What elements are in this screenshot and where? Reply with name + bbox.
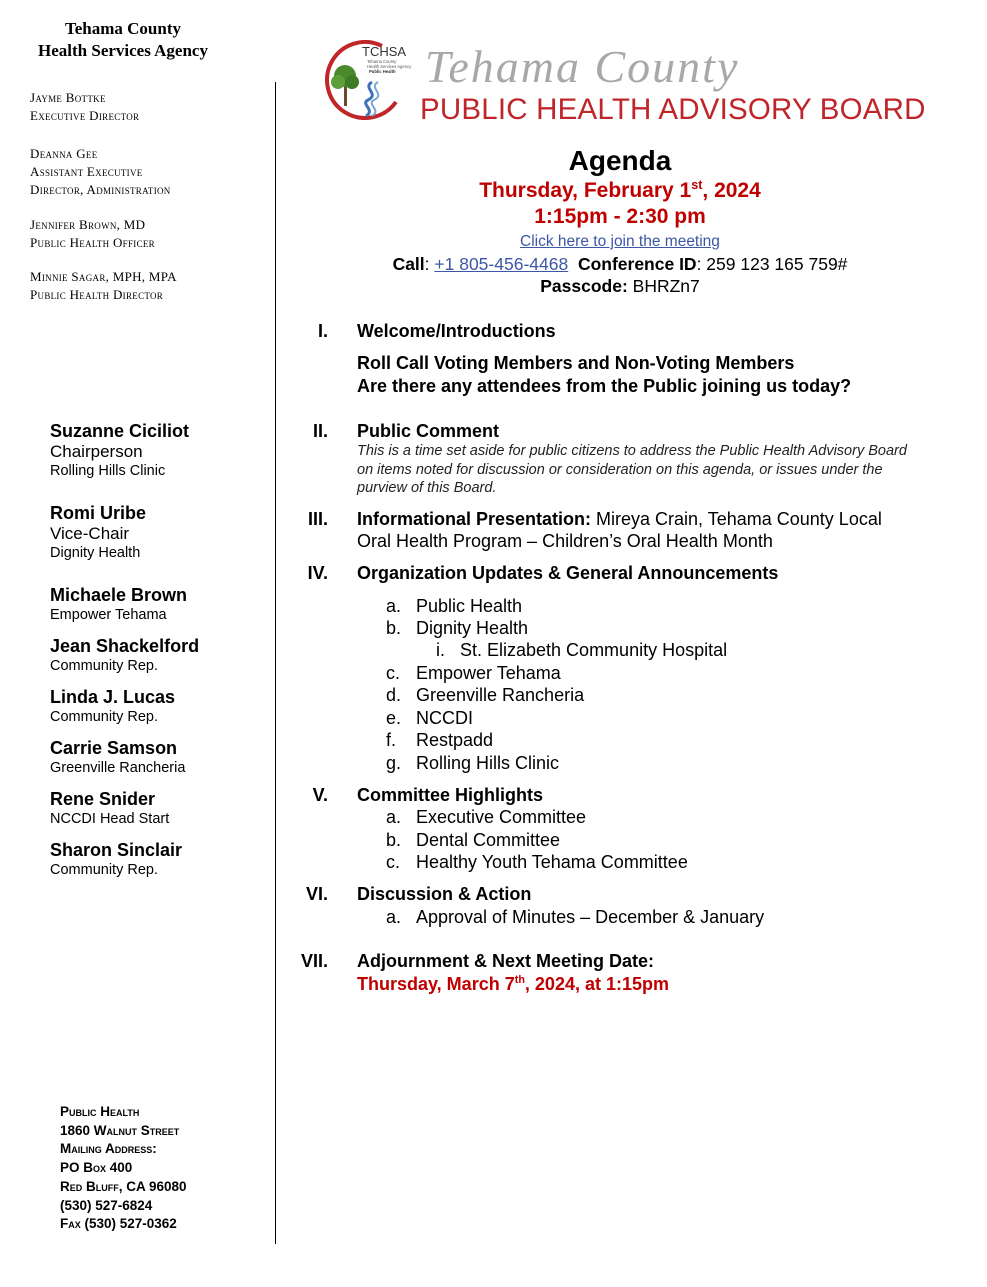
member-org: Community Rep.	[50, 658, 158, 674]
staff-executive-director	[30, 89, 270, 125]
item-description: This is a time set aside for public citizens to address the Public Health Advisory Board on items noted for discussion or consideration on this agenda, or issues under the purview of this Board.	[357, 443, 907, 496]
member-name: Linda J. Lucas	[50, 687, 176, 707]
agency-line2: Health Services Agency	[38, 41, 208, 60]
address-line: Mailing Address:	[60, 1141, 157, 1157]
sub-letter: a.	[386, 596, 402, 616]
staff-title: Public Health Director	[30, 287, 164, 302]
staff-name: Minnie Sagar, MPH, MPA	[30, 269, 177, 284]
item-title: Discussion & Action	[357, 884, 532, 904]
passcode-info: Passcode: BHRZn7	[540, 276, 700, 296]
sub-letter: e.	[386, 708, 402, 728]
agenda-title: Agenda	[568, 145, 672, 176]
sub-item: Greenville Rancheria	[416, 685, 585, 705]
staff-name: Jennifer Brown, MD	[30, 217, 146, 232]
sub-item: Public Health	[416, 596, 523, 616]
logo-badge-sub1: Tehama County	[367, 59, 397, 64]
item-number: V.	[312, 785, 328, 805]
sub-item: Rolling Hills Clinic	[416, 753, 560, 773]
logo-board-title: PUBLIC HEALTH ADVISORY BOARD	[420, 93, 926, 126]
member-role: Chairperson	[50, 442, 143, 461]
address-line: PO Box 400	[60, 1160, 133, 1176]
item-detail: Oral Health Program – Children’s Oral Health Month	[357, 531, 773, 551]
item-title: Committee Highlights	[357, 785, 544, 805]
logo-badge-text: TCHSA	[362, 44, 407, 59]
item-number: VI.	[305, 884, 328, 904]
item-title: Informational Presentation: Mireya Crain, Tehama County Local	[357, 509, 882, 529]
item-number: VII.	[300, 951, 328, 971]
member-org: Empower Tehama	[50, 607, 167, 623]
item-title: Adjournment & Next Meeting Date:	[357, 951, 655, 971]
logo-badge-sub2: Health Services Agency	[367, 64, 412, 69]
staff-name: Jayme Bottke	[30, 90, 106, 105]
staff-title: Assistant Executive	[30, 164, 143, 179]
member-org: Rolling Hills Clinic	[50, 463, 166, 479]
item-number: IV.	[307, 563, 328, 583]
member-org: NCCDI Head Start	[50, 811, 170, 827]
staff-assistant-executive-director	[30, 145, 270, 199]
member-role: Vice-Chair	[50, 524, 130, 543]
mailing-address	[60, 1103, 187, 1234]
sub-item: Restpadd	[416, 730, 494, 750]
staff-name: Deanna Gee	[30, 146, 98, 161]
sub-letter: i.	[436, 640, 445, 660]
member	[50, 788, 270, 829]
call-info: Call: +1 805-456-4468 Conference ID: 259 123 165 759#	[392, 254, 848, 274]
logo-badge-sub3: Public Health	[369, 69, 396, 74]
member-org: Dignity Health	[50, 545, 141, 561]
member	[50, 839, 270, 880]
member-name: Jean Shackelford	[50, 636, 200, 656]
member-name: Rene Snider	[50, 789, 156, 809]
address-line: Red Bluff, CA 96080	[60, 1178, 187, 1194]
sub-letter: b.	[386, 618, 402, 638]
address-line: Public Health	[60, 1104, 140, 1119]
meeting-time: 1:15pm - 2:30 pm	[534, 205, 706, 228]
logo-script-title: Tehama County	[425, 41, 740, 92]
member-name: Carrie Samson	[50, 738, 178, 758]
address-line: (530) 527-6824	[60, 1197, 153, 1213]
sub-letter: c.	[386, 663, 401, 683]
item-detail: Are there any attendees from the Public joining us today?	[357, 376, 852, 396]
item-title: Public Comment	[357, 421, 500, 441]
staff-title: Director, Administration	[30, 182, 171, 197]
member-name: Suzanne Ciciliot	[50, 421, 190, 441]
sub-item: Executive Committee	[416, 807, 587, 827]
agency-line1: Tehama County	[64, 19, 182, 38]
item-number: III.	[307, 509, 328, 529]
sub-letter: f.	[386, 730, 397, 750]
sub-letter: a.	[386, 907, 402, 927]
member-name: Romi Uribe	[50, 503, 147, 523]
member-org: Community Rep.	[50, 862, 158, 878]
item-title: Organization Updates & General Announcements	[357, 563, 779, 583]
member-chairperson	[50, 420, 270, 481]
sub-item: St. Elizabeth Community Hospital	[460, 640, 728, 660]
member	[50, 584, 270, 625]
sub-item: Dental Committee	[416, 830, 561, 850]
meeting-date: Thursday, February 1st, 2024	[479, 178, 761, 202]
staff-public-health-officer	[30, 216, 270, 252]
member-name: Michaele Brown	[50, 585, 188, 605]
tchsa-logo	[322, 40, 414, 120]
next-meeting-date: Thursday, March 7th, 2024, at 1:15pm	[357, 974, 670, 994]
sub-letter: c.	[386, 852, 401, 872]
address-line: Fax (530) 527-0362	[60, 1216, 177, 1232]
agency-name	[18, 18, 228, 62]
item-detail: Roll Call Voting Members and Non-Voting Members	[357, 353, 795, 373]
staff-title: Public Health Officer	[30, 235, 155, 250]
item-number: II.	[312, 421, 328, 441]
item-title: Welcome/Introductions	[357, 321, 556, 341]
member	[50, 686, 270, 727]
sub-letter: g.	[386, 753, 402, 773]
member	[50, 635, 270, 676]
address-line: 1860 Walnut Street	[60, 1122, 180, 1138]
staff-title: Executive Director	[30, 108, 140, 123]
member-vice-chair	[50, 502, 270, 563]
sub-item: Healthy Youth Tehama Committee	[416, 852, 688, 872]
sub-item: NCCDI	[416, 708, 473, 728]
sub-letter: b.	[386, 830, 402, 850]
call-number-link[interactable]: +1 805-456-4468	[434, 254, 569, 274]
sub-item: Dignity Health	[416, 618, 529, 638]
member-name: Sharon Sinclair	[50, 840, 183, 860]
staff-public-health-director	[30, 268, 270, 304]
sub-item: Empower Tehama	[416, 663, 561, 683]
sub-item: Approval of Minutes – December & January	[416, 907, 765, 927]
member-org: Community Rep.	[50, 709, 158, 725]
join-meeting-link[interactable]: Click here to join the meeting	[520, 233, 720, 250]
item-number: I.	[317, 321, 328, 341]
member	[50, 737, 270, 778]
sub-letter: d.	[386, 685, 402, 705]
member-org: Greenville Rancheria	[50, 760, 186, 776]
sub-letter: a.	[386, 807, 402, 827]
